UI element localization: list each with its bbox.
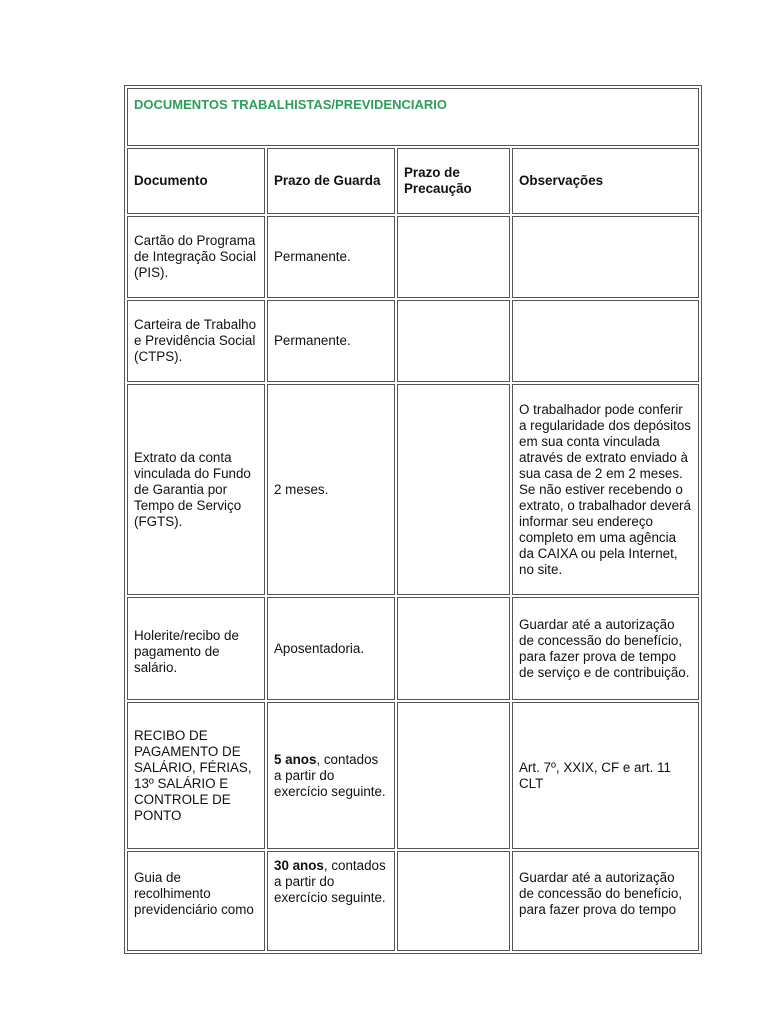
cell-documento: Extrato da conta vinculada do Fundo de Garantia por Tempo de Serviço (FGTS).: [127, 384, 265, 595]
table-row: [127, 384, 699, 595]
cell-prazo-guarda: [267, 851, 395, 951]
cell-observacoes: [512, 300, 699, 382]
cell-observacoes: O trabalhador pode conferir a regularidade dos depósitos em sua conta vinculada através de extrato enviado à sua casa de 2 em 2 meses. Se não estiver recebendo o extrato, o trabalhador deverá informar seu endereço completo em uma agência da CAIXA ou pela Internet, no site.: [512, 384, 699, 595]
prazo-rest: , contados a partir do exercício seguinte.: [274, 858, 386, 905]
cell-prazo-guarda: [267, 702, 395, 849]
table-row: [127, 702, 699, 849]
table-row: [127, 300, 699, 382]
cell-prazo-guarda: Aposentadoria.: [267, 597, 395, 700]
header-observacoes: Observações: [512, 148, 699, 214]
table-header-row: [127, 148, 699, 214]
header-prazo-precaucao: Prazo de Precaução: [397, 148, 510, 214]
cell-prazo-guarda: 2 meses.: [267, 384, 395, 595]
cell-documento: Holerite/recibo de pagamento de salário.: [127, 597, 265, 700]
prazo-bold: 30 anos: [274, 858, 324, 873]
header-documento: Documento: [127, 148, 265, 214]
cell-documento: Cartão do Programa de Integração Social (PIS).: [127, 216, 265, 298]
table-title: DOCUMENTOS TRABALHISTAS/PREVIDENCIARIO: [127, 88, 699, 146]
documents-table: [124, 85, 702, 954]
cell-documento: Guia de recolhimento previdenciário como: [127, 851, 265, 951]
cell-prazo-precaucao: [397, 702, 510, 849]
prazo-rest: , contados a partir do exercício seguinte.: [274, 751, 386, 799]
cell-observacoes: [512, 216, 699, 298]
cell-prazo-precaucao: [397, 384, 510, 595]
cell-prazo-precaucao: [397, 597, 510, 700]
cell-prazo-precaucao: [397, 216, 510, 298]
table-row: [127, 216, 699, 298]
prazo-bold: 5 anos: [274, 751, 317, 767]
table-row: [127, 597, 699, 700]
cell-prazo-guarda: Permanente.: [267, 300, 395, 382]
cell-documento: RECIBO DE PAGAMENTO DE SALÁRIO, FÉRIAS, 13º SALÁRIO E CONTROLE DE PONTO: [127, 702, 265, 849]
table-title-row: [127, 88, 699, 146]
cell-observacoes: Art. 7º, XXIX, CF e art. 11 CLT: [512, 702, 699, 849]
cell-documento: Carteira de Trabalho e Previdência Social (CTPS).: [127, 300, 265, 382]
cell-prazo-precaucao: [397, 300, 510, 382]
cell-observacoes: Guardar até a autorização de concessão do benefício, para fazer prova de tempo de serviço e de contribuição.: [512, 597, 699, 700]
header-prazo-guarda: Prazo de Guarda: [267, 148, 395, 214]
cell-observacoes: Guardar até a autorização de concessão do benefício, para fazer prova do tempo: [512, 851, 699, 951]
cell-prazo-guarda: Permanente.: [267, 216, 395, 298]
cell-prazo-precaucao: [397, 851, 510, 951]
table-row: [127, 851, 699, 951]
